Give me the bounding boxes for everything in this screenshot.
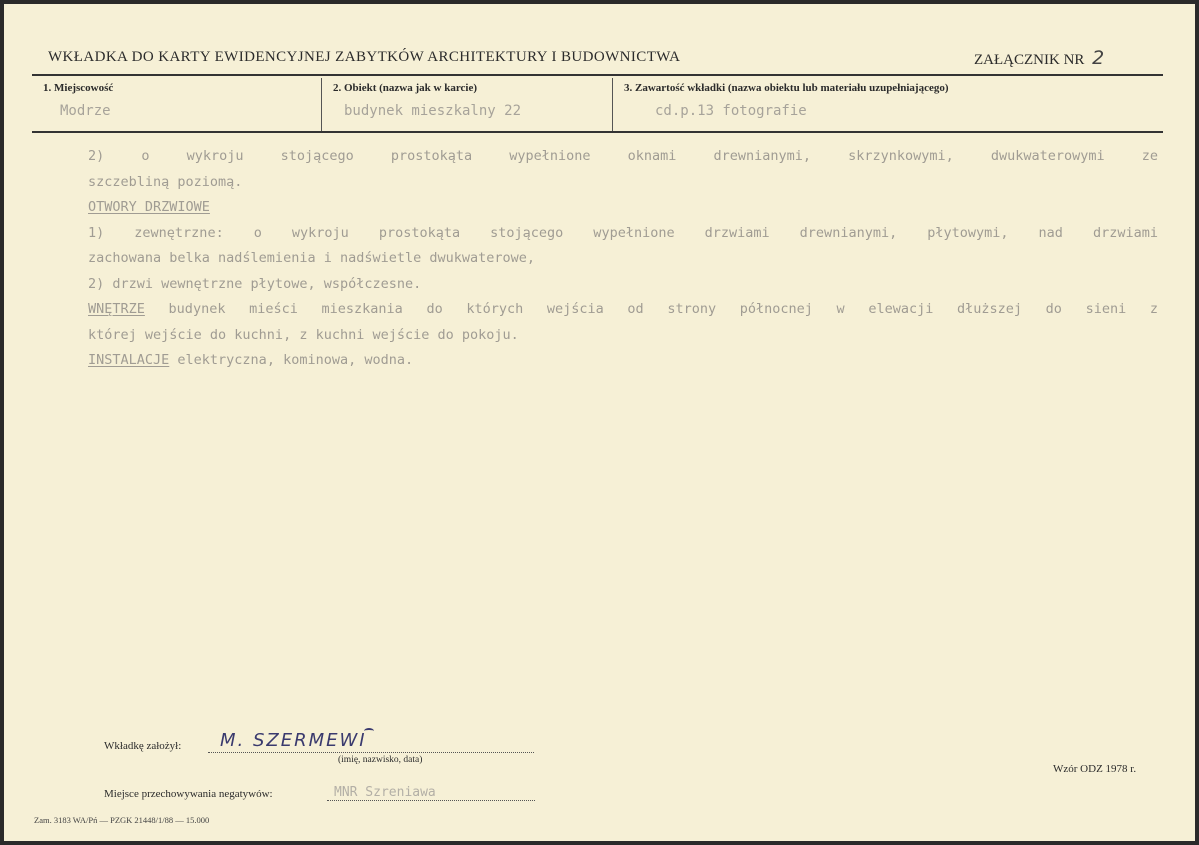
field-content [613,76,1163,132]
storage-value: MNR Szreniawa [334,785,436,800]
interior-text: budynek mieści mieszkania do których wejścia od strony północnej w elewacji dłuższej do sieni z [144,301,1158,317]
text-line: zachowana belka nadślemienia i nadświetle dwukwaterowe, [88,250,536,266]
field-locality-label: 1. Miejscowość [43,82,114,94]
created-by-label: Wkładkę założył: [104,740,182,752]
storage-label: Miejsce przechowywania negatywów: [104,788,273,800]
text-line: której wejście do kuchni, z kuchni wejście do pokoju. [88,326,519,343]
record-card [4,4,1195,841]
field-object-label: 2. Obiekt (nazwa jak w karcie) [333,82,478,94]
annex-number: 2 [1092,47,1105,69]
fields-row [32,76,1163,132]
field-object-value: budynek mieszkalny 22 [344,103,522,119]
annex-label-text: ZAŁĄCZNIK NR [974,52,1085,68]
section-heading-door-openings: OTWORY DRZWIOWE [88,199,210,215]
installations-text: elektryczna, kominowa, wodna. [169,352,414,368]
description-text [88,144,1158,374]
signature-mark [364,728,374,734]
section-heading-interior: WNĘTRZE [88,301,145,317]
field-content-value: cd.p.13 fotografie [655,103,807,119]
field-locality-value: Modrze [60,103,111,119]
text-line: szczebliną poziomą. [88,173,243,190]
text-line: 2) drzwi wewnętrzne płytowe, współczesne. [88,275,422,292]
field-locality [32,76,316,132]
created-by-signature: M. SZERMEWI [220,730,367,751]
field-object [322,76,612,132]
storage-line [327,800,535,801]
template-note: Wzór ODZ 1978 r. [1053,763,1137,775]
section-heading-installations: INSTALACJE [88,352,170,368]
created-by-line [208,752,534,753]
text-line [88,297,1158,323]
annex-label [974,47,1104,69]
header-rule-bottom [32,131,1163,133]
text-line: 2) o wykroju stojącego prostokąta wypełnione oknami drewnianymi, skrzynkowymi, dwukwaterowymi ze [88,148,1158,164]
text-line: 1) zewnętrzne: o wykroju prostokąta stojącego wypełnione drzwiami drewnianymi, płytowymi, nad drzwiami [88,224,1158,241]
print-note: Zam. 3183 WA/Pń — PZGK 21448/1/88 — 15.000 [34,815,210,825]
created-by-caption: (imię, nazwisko, data) [338,755,423,765]
field-content-label: 3. Zawartość wkładki (nazwa obiektu lub materiału uzupełniającego) [624,82,949,94]
text-line [88,348,1158,374]
form-title: WKŁADKA DO KARTY EWIDENCYJNEJ ZABYTKÓW ARCHITEKTURY I BUDOWNICTWA [48,49,681,65]
